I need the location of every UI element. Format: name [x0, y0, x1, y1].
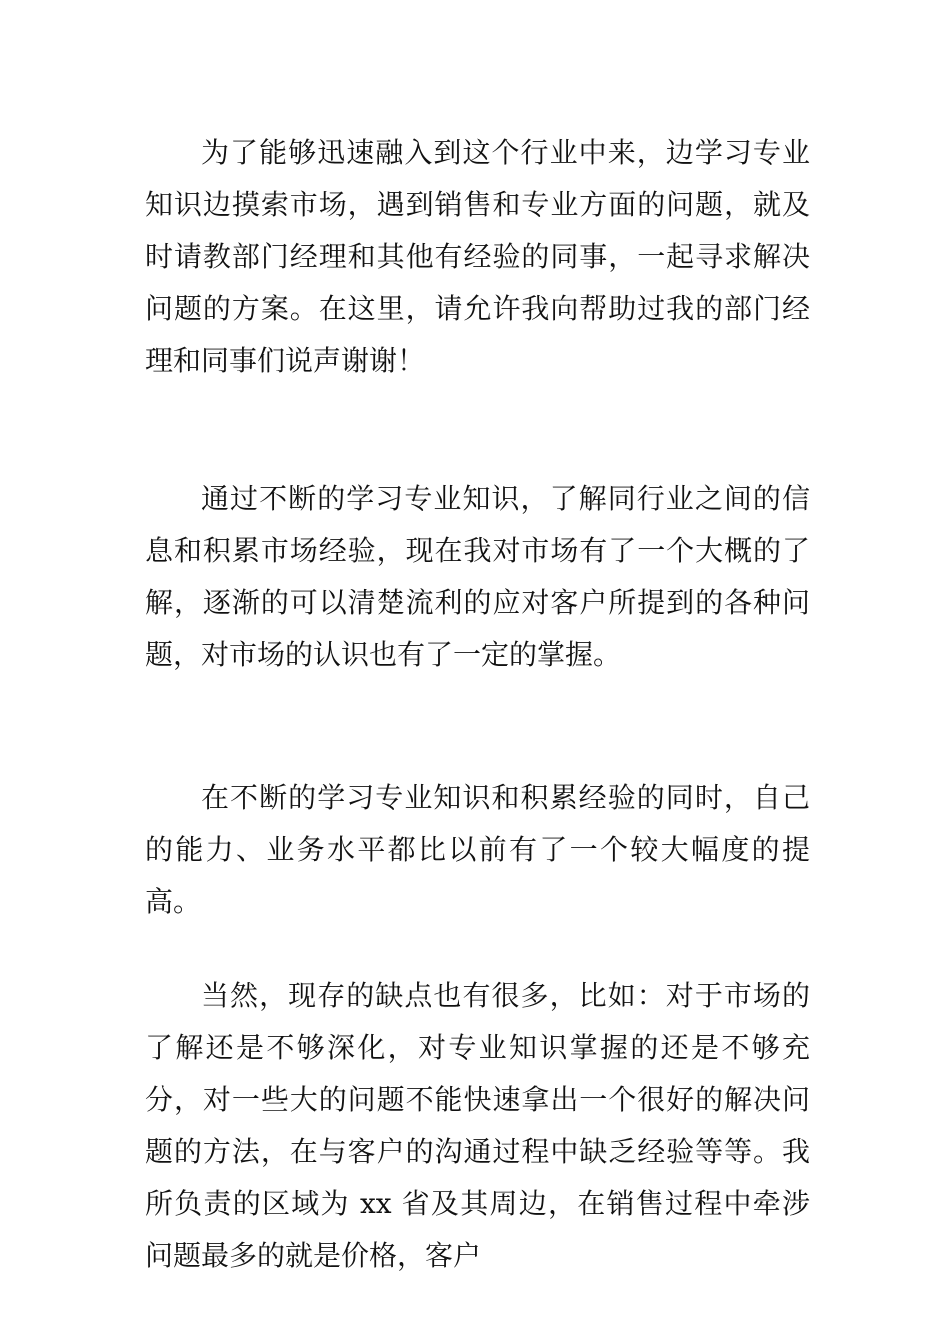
- paragraph-shortcomings: 当然，现存的缺点也有很多，比如：对于市场的了解还是不够深化，对专业知识掌握的还是不够充分，对一些大的问题不能快速拿出一个很好的解决问题的方法，在与客户的沟通过程中缺乏经验等等。我所负责的区域为 xx 省及其周边，在销售过程中牵涉问题最多的就是价格，客户: [145, 979, 810, 1272]
- paragraph-ability-improvement: 在不断的学习专业知识和积累经验的同时，自己的能力、业务水平都比以前有了一个较大幅度的提高。: [145, 781, 810, 918]
- paragraph-market-knowledge: 通过不断的学习专业知识，了解同行业之间的信息和积累市场经验，现在我对市场有了一个大概的了解，逐渐的可以清楚流利的应对客户所提到的各种问题，对市场的认识也有了一定的掌握。: [145, 482, 810, 671]
- paragraph-learning: 为了能够迅速融入到这个行业中来，边学习专业知识边摸索市场，遇到销售和专业方面的问题，就及时请教部门经理和其他有经验的同事，一起寻求解决问题的方案。在这里，请允许我向帮助过我的部门经理和同事们说声谢谢！: [145, 136, 810, 377]
